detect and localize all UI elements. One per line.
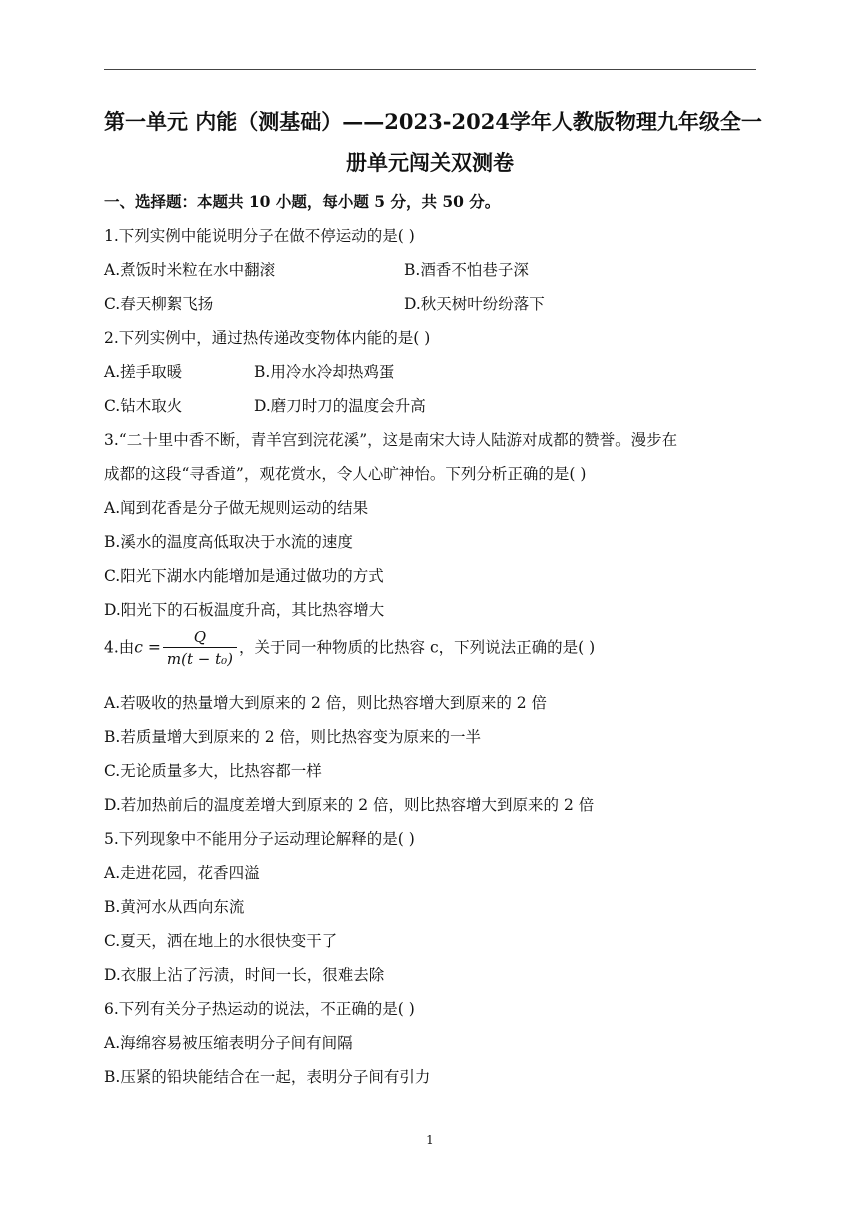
q5-option-a: A.走进花园，花香四溢: [104, 864, 260, 882]
section-heading: 一、选择题：本题共 10 小题，每小题 5 分，共 50 分。: [104, 192, 501, 211]
q4-option-a: A.若吸收的热量增大到原来的 2 倍，则比热容增大到原来的 2 倍: [104, 694, 548, 712]
q3-stem-line1: 3.“二十里中香不断，青羊宫到浣花溪”，这是南宋大诗人陆游对成都的赞誉。漫步在: [104, 431, 678, 449]
header-rule: [104, 69, 756, 70]
q2-option-a: A.搓手取暖: [104, 363, 183, 381]
q2-option-c: C.钻木取火: [104, 397, 183, 415]
doc-title-line1: 第一单元 内能（测基础）——2023-2024学年人教版物理九年级全一: [104, 109, 762, 134]
q4-formula-lhs: c =: [134, 638, 161, 657]
q6-option-a: A.海绵容易被压缩表明分子间有间隔: [104, 1034, 353, 1052]
q3-option-c: C.阳光下湖水内能增加是通过做功的方式: [104, 567, 384, 585]
q1-option-b: B.酒香不怕巷子深: [404, 261, 529, 279]
q4-formula-fraction: [163, 627, 237, 670]
q4-formula-numerator: Q: [163, 627, 237, 648]
q2-stem: 2.下列实例中，通过热传递改变物体内能的是( ): [104, 329, 431, 347]
q3-option-b: B.溪水的温度高低取决于水流的速度: [104, 533, 353, 551]
q5-stem: 5.下列现象中不能用分子运动理论解释的是( ): [104, 830, 415, 848]
q4-stem: [104, 627, 595, 670]
q3-option-d: D.阳光下的石板温度升高，其比热容增大: [104, 601, 385, 619]
q6-stem: 6.下列有关分子热运动的说法，不正确的是( ): [104, 1000, 415, 1018]
q5-option-b: B.黄河水从西向东流: [104, 898, 245, 916]
q3-option-a: A.闻到花香是分子做无规则运动的结果: [104, 499, 369, 517]
q4-suffix: ，关于同一种物质的比热容 c，下列说法正确的是( ): [239, 638, 596, 657]
q4-option-c: C.无论质量多大，比热容都一样: [104, 762, 322, 780]
q6-option-b: B.压紧的铅块能结合在一起，表明分子间有引力: [104, 1068, 431, 1086]
q4-prefix: 4.由: [104, 638, 135, 657]
q1-option-c: C.春天柳絮飞扬: [104, 295, 214, 313]
q2-option-d: D.磨刀时刀的温度会升高: [254, 397, 426, 415]
q4-formula-denominator: m(t − t₀): [166, 650, 234, 668]
q2-option-b: B.用冷水冷却热鸡蛋: [254, 363, 395, 381]
q5-option-d: D.衣服上沾了污渍，时间一长，很难去除: [104, 966, 385, 984]
q4-option-d: D.若加热前后的温度差增大到原来的 2 倍，则比热容增大到原来的 2 倍: [104, 796, 595, 814]
q1-option-d: D.秋天树叶纷纷落下: [404, 295, 545, 313]
q5-option-c: C.夏天，洒在地上的水很快变干了: [104, 932, 338, 950]
doc-title-line2: 册单元闯关双测卷: [346, 150, 514, 175]
page-number: 1: [426, 1133, 434, 1147]
q3-stem-line2: 成都的这段“寻香道”，观花赏水，令人心旷神怡。下列分析正确的是( ): [104, 465, 587, 483]
q1-option-a: A.煮饭时米粒在水中翻滚: [104, 261, 276, 279]
q4-option-b: B.若质量增大到原来的 2 倍，则比热容变为原来的一半: [104, 728, 482, 746]
q1-stem: 1.下列实例中能说明分子在做不停运动的是( ): [104, 227, 415, 245]
